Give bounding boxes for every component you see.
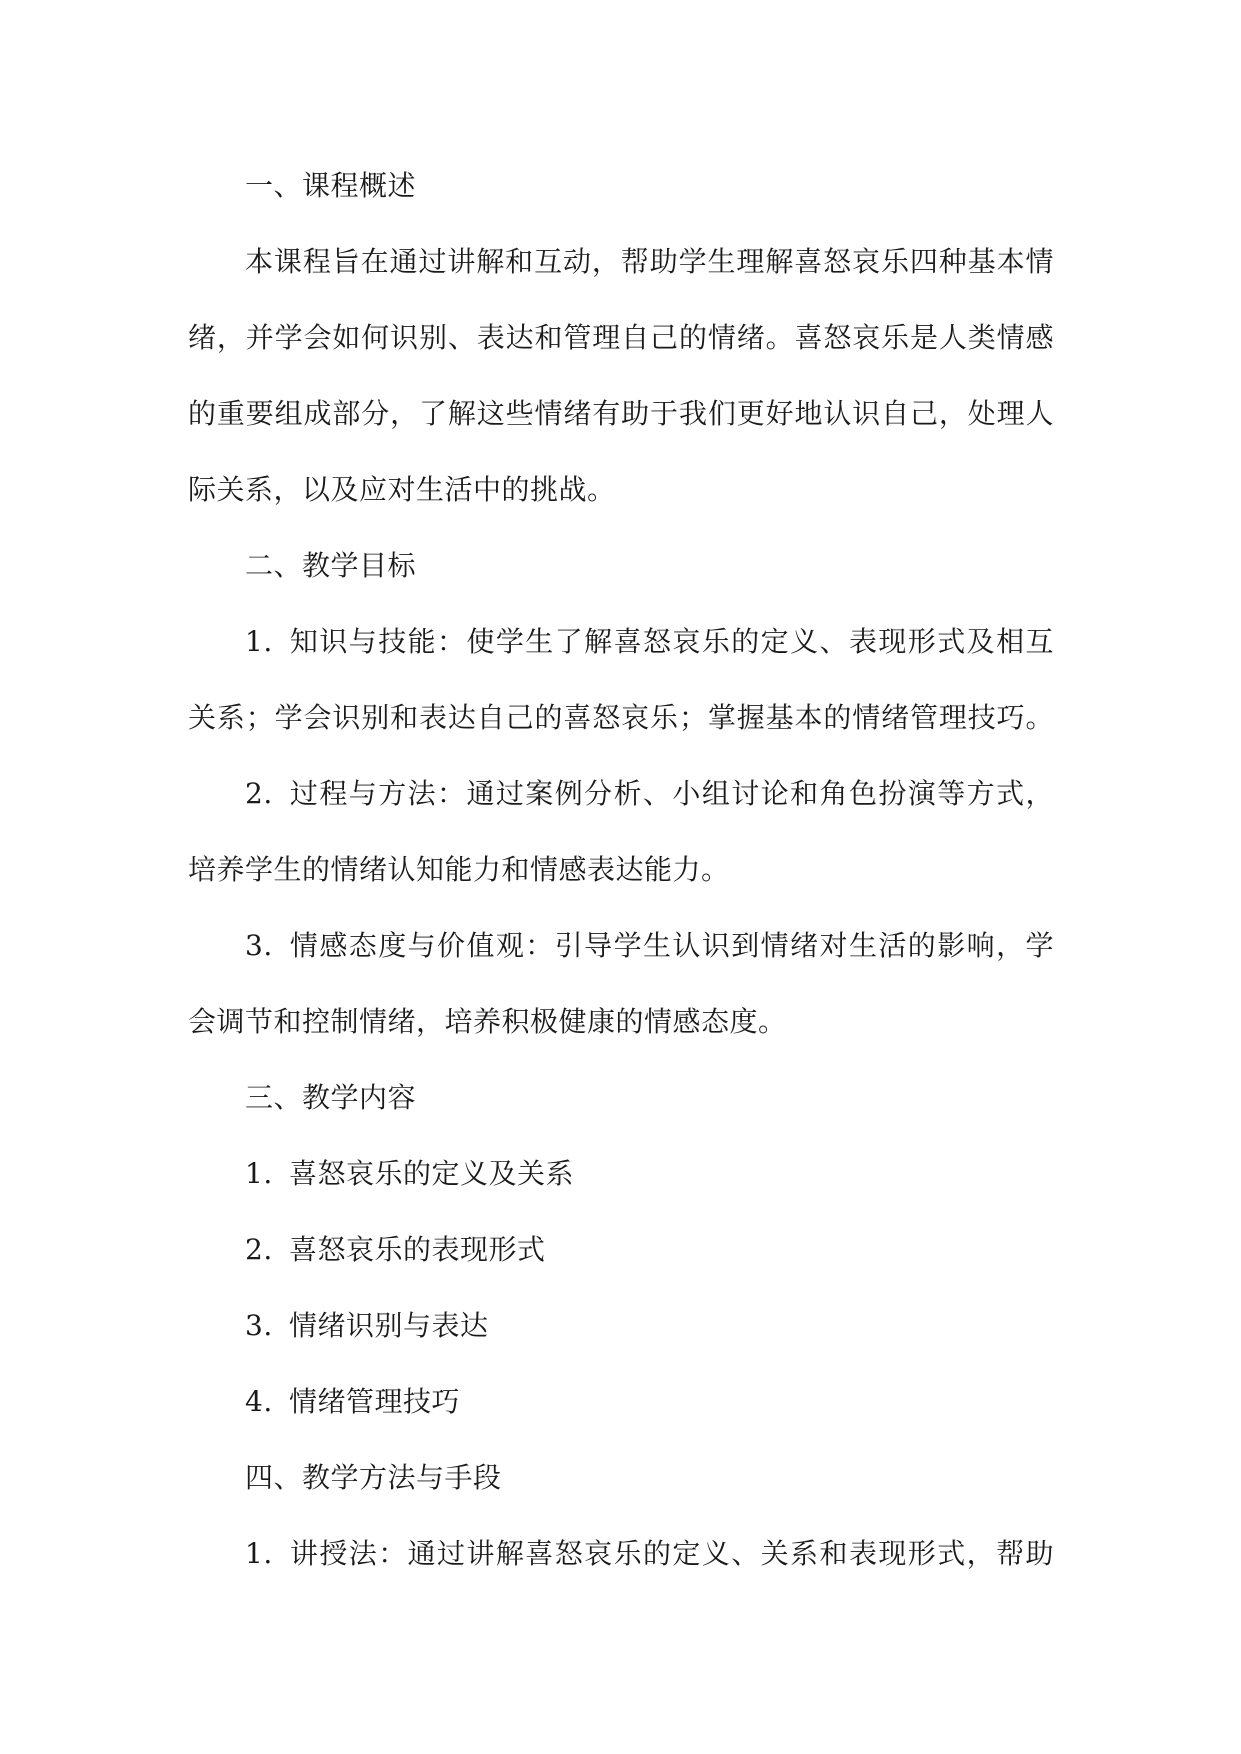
line-text: 情绪管理技巧	[289, 1385, 461, 1418]
line-text: 关系；学会识别和表达自己的喜怒哀乐；掌握基本的情绪管理技巧。	[188, 701, 1054, 734]
list-number: 2.	[245, 1233, 273, 1266]
line-text: 情感态度与价值观：引导学生认识到情绪对生活的影响，学	[289, 929, 1054, 962]
line-text: 知识与技能：使学生了解喜怒哀乐的定义、表现形式及相互	[289, 625, 1054, 658]
text-line	[188, 1136, 1054, 1212]
text-line	[188, 300, 1054, 376]
line-text: 本课程旨在通过讲解和互动，帮助学生理解喜怒哀乐四种基本情	[245, 245, 1054, 278]
line-text: 绪，并学会如何识别、表达和管理自己的情绪。喜怒哀乐是人类情感	[188, 321, 1054, 354]
list-number: 1.	[245, 625, 273, 658]
text-line	[188, 1516, 1054, 1592]
text-line	[188, 1440, 1054, 1516]
line-text: 会调节和控制情绪，培养积极健康的情感态度。	[188, 1005, 787, 1038]
list-number: 2.	[245, 777, 273, 810]
line-text: 三、教学内容	[245, 1081, 417, 1114]
text-line	[188, 148, 1054, 224]
list-number: 3.	[245, 1309, 273, 1342]
line-text: 的重要组成部分，了解这些情绪有助于我们更好地认识自己，处理人	[188, 397, 1054, 430]
list-number: 1.	[245, 1537, 273, 1570]
line-text: 喜怒哀乐的定义及关系	[289, 1157, 575, 1190]
line-text: 过程与方法：通过案例分析、小组讨论和角色扮演等方式，	[289, 777, 1054, 810]
line-text: 际关系，以及应对生活中的挑战。	[188, 473, 616, 506]
text-line	[188, 1364, 1054, 1440]
text-line	[188, 832, 1054, 908]
text-line	[188, 1060, 1054, 1136]
text-line	[188, 528, 1054, 604]
line-text: 四、教学方法与手段	[245, 1461, 502, 1494]
line-text: 喜怒哀乐的表现形式	[289, 1233, 546, 1266]
text-line	[188, 756, 1054, 832]
text-line	[188, 452, 1054, 528]
list-number: 1.	[245, 1157, 273, 1190]
text-line	[188, 376, 1054, 452]
text-line	[188, 984, 1054, 1060]
text-line	[188, 604, 1054, 680]
text-line	[188, 224, 1054, 300]
list-number: 4.	[245, 1385, 273, 1418]
line-text: 二、教学目标	[245, 549, 417, 582]
text-line	[188, 1212, 1054, 1288]
text-line	[188, 908, 1054, 984]
line-text: 一、课程概述	[245, 169, 417, 202]
list-number: 3.	[245, 929, 273, 962]
document-body	[188, 148, 1054, 1592]
text-line	[188, 1288, 1054, 1364]
line-text: 培养学生的情绪认知能力和情感表达能力。	[188, 853, 730, 886]
text-line	[188, 680, 1054, 756]
line-text: 情绪识别与表达	[289, 1309, 489, 1342]
line-text: 讲授法：通过讲解喜怒哀乐的定义、关系和表现形式，帮助	[289, 1537, 1054, 1570]
